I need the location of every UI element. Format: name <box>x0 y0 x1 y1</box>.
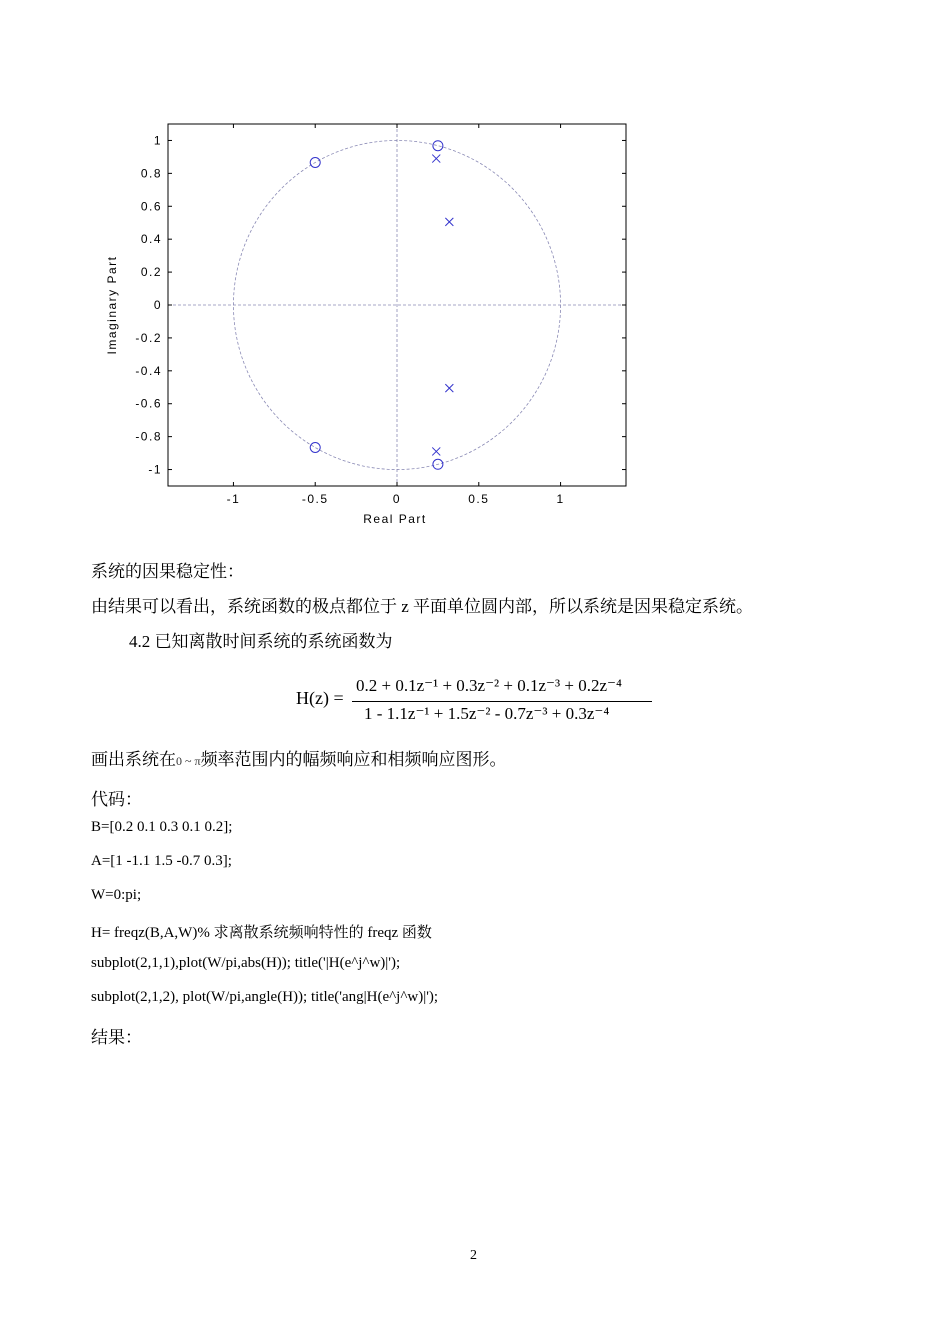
result-heading: 结果： <box>91 1028 142 1047</box>
code-line: H= freqz(B,A,W)% 求离散系统频响特性的 freqz 函数 <box>91 925 432 941</box>
pole-marker <box>432 155 440 163</box>
y-tick-label: 0.4 <box>140 232 162 247</box>
code-line: W=0:pi; <box>91 887 142 903</box>
fraction-bar <box>352 701 652 702</box>
x-tick-label: 0.5 <box>468 492 490 506</box>
task-range: 0 ~ π <box>176 754 201 768</box>
y-tick-label: 0.2 <box>140 265 162 280</box>
y-tick-label: 0.8 <box>140 166 162 181</box>
task-text-b: 频率范围内的幅频响应和相频响应图形。 <box>200 750 507 769</box>
pole-marker <box>445 218 453 226</box>
zero-marker <box>433 141 443 151</box>
transfer-function-formula <box>296 676 666 726</box>
pole-marker <box>445 384 453 392</box>
zero-marker <box>310 442 320 452</box>
y-tick-label: -1 <box>148 462 162 477</box>
code-line: subplot(2,1,1),plot(W/pi,abs(H)); title('|H(e^j^w)|'); <box>91 955 401 971</box>
x-axis-label: Real Part <box>363 512 427 526</box>
y-tick-label: -0.6 <box>135 396 162 411</box>
y-axis-label: Imaginary Part <box>105 255 119 355</box>
y-tick-label: 1 <box>153 133 162 148</box>
code-line: B=[0.2 0.1 0.3 0.1 0.2]; <box>91 819 233 835</box>
x-tick-label: -1 <box>226 492 241 506</box>
y-tick-label: 0 <box>153 298 162 312</box>
formula-lhs: H(z) = <box>296 688 344 708</box>
code-heading: 代码： <box>91 790 142 809</box>
y-tick-label: -0.2 <box>135 330 162 345</box>
causal-stability-heading: 系统的因果稳定性： <box>91 562 244 581</box>
formula-numerator: 0.2 + 0.1z⁻¹ + 0.3z⁻² + 0.1z⁻³ + 0.2z⁻⁴ <box>356 676 622 695</box>
code-line: A=[1 -1.1 1.5 -0.7 0.3]; <box>91 853 232 869</box>
y-tick-label: -0.4 <box>135 363 162 378</box>
x-tick-label: 1 <box>556 492 565 506</box>
x-tick-label: 0 <box>392 492 402 506</box>
task-description <box>91 745 507 770</box>
code-line: subplot(2,1,2), plot(W/pi,angle(H)); title('ang|H(e^j^w)|'); <box>91 989 439 1005</box>
conclusion-text: 由结果可以看出，系统函数的极点都位于 z 平面单位圆内部，所以系统是因果稳定系统。 <box>91 597 754 616</box>
formula-denominator: 1 - 1.1z⁻¹ + 1.5z⁻² - 0.7z⁻³ + 0.3z⁻⁴ <box>364 704 610 723</box>
y-tick-label: 0.6 <box>140 199 162 214</box>
x-tick-label: -0.5 <box>301 492 329 506</box>
pole-zero-plot <box>0 0 950 560</box>
page-number: 2 <box>470 1248 477 1263</box>
problem-statement: 4.2 已知离散时间系统的系统函数为 <box>129 632 393 651</box>
task-text-a: 画出系统在 <box>91 750 176 769</box>
pole-marker <box>432 447 440 455</box>
y-tick-label: -0.8 <box>135 429 162 444</box>
